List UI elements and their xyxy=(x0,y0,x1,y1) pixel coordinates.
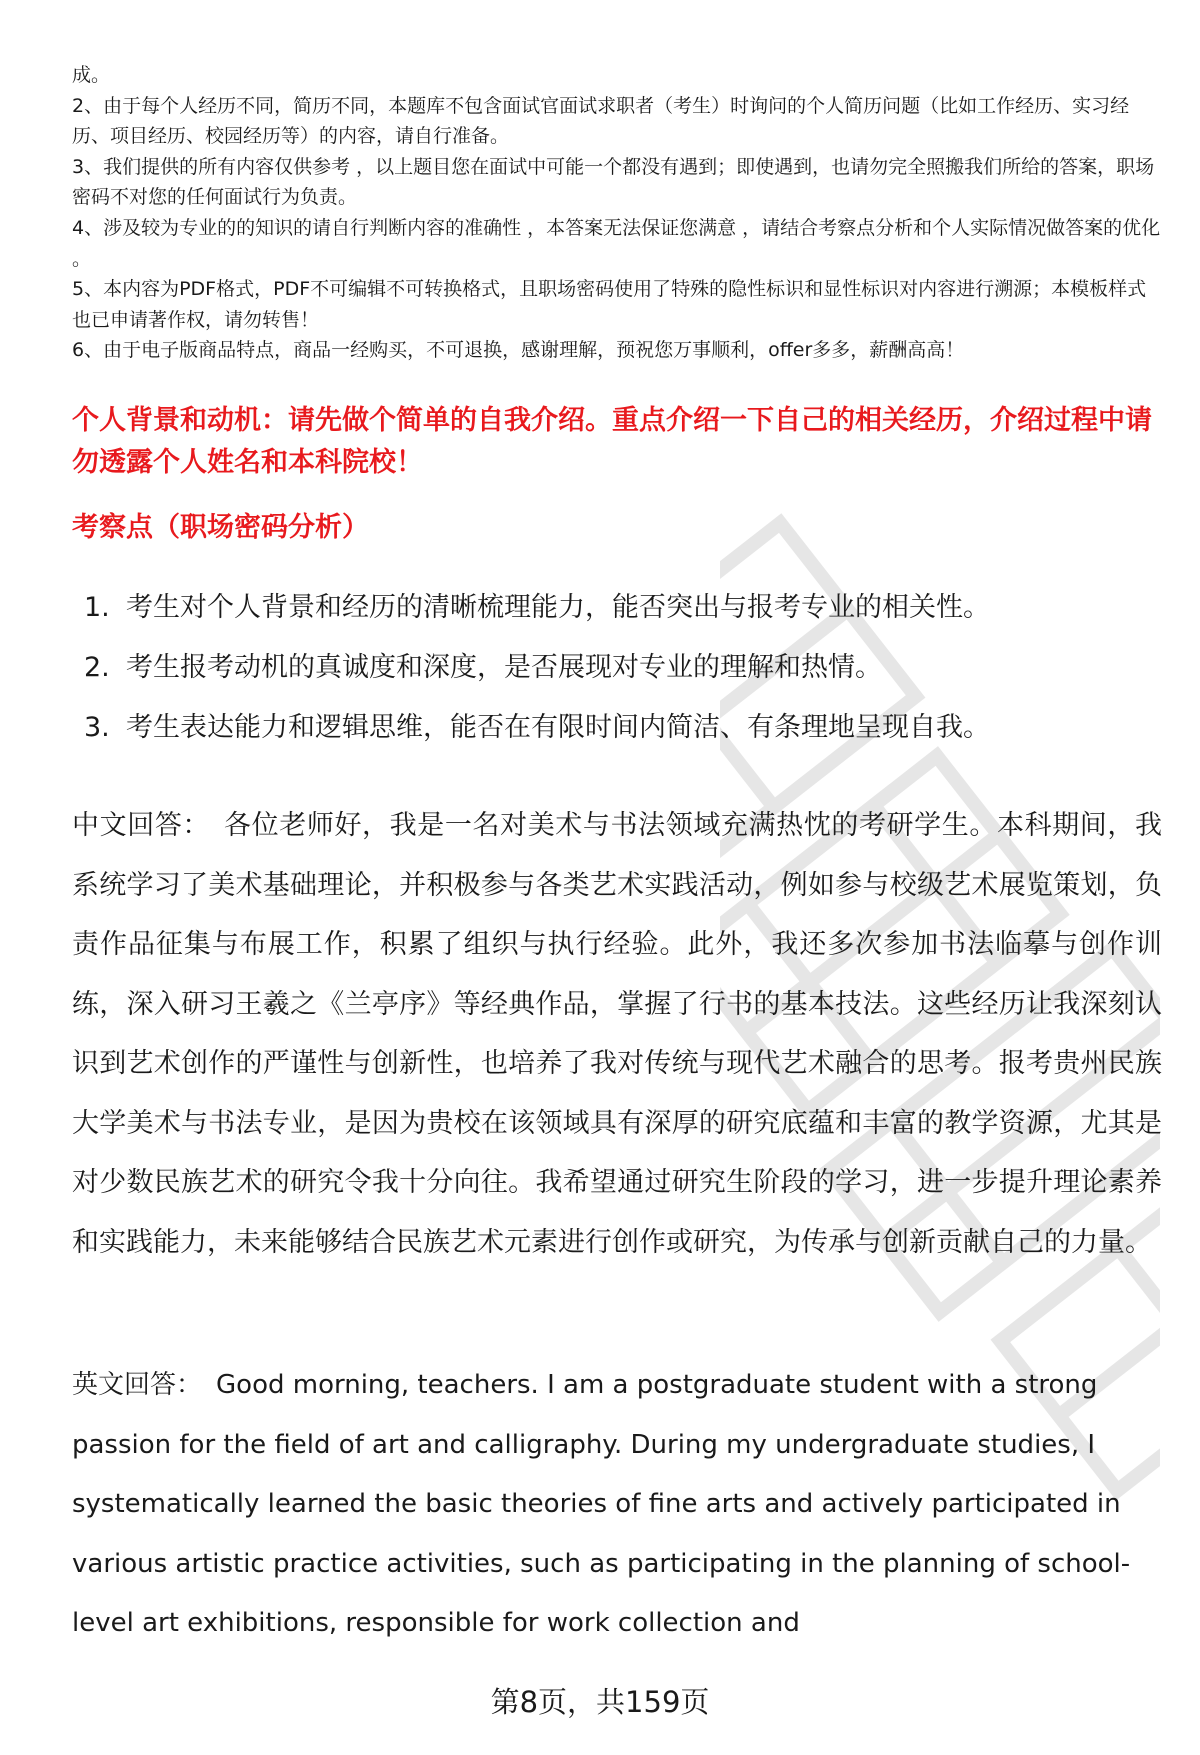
list-item xyxy=(84,588,1164,648)
note-item: 5、本内容为PDF格式，PDF不可编辑不可转换格式，且职场密码使用了特殊的隐性标识和显性标识对内容进行溯源；本模板样式也已申请著作权，请勿转售！ xyxy=(72,278,1147,331)
notes-block xyxy=(72,60,1162,366)
list-item-number: 3. xyxy=(84,712,110,743)
english-answer-label: 英文回答： xyxy=(72,1370,203,1400)
note-item: 3、我们提供的所有内容仅供参考 ，以上题目您在面试中可能一个都没有遇到；即使遇到，也请勿完全照搬我们所给的答案，职场密码不对您的任何面试行为负责。 xyxy=(72,155,1155,209)
list-item-text: 考生报考动机的真诚度和深度，是否展现对专业的理解和热情。 xyxy=(126,652,882,683)
note-item: 成。 xyxy=(72,64,111,86)
list-item-number: 1. xyxy=(84,592,110,623)
list-item-number: 2. xyxy=(84,652,110,683)
chinese-answer-text: 各位老师好，我是一名对美术与书法领域充满热忱的考研学生。本科期间，我系统学习了美术基础理论，并积极参与各类艺术实践活动，例如参与校级艺术展览策划，负责作品征集与布展工作，积累了组织与执行经验。此外，我还多次参加书法临摹与创作训练，深入研习王羲之《兰亭序》等经典作品，掌握了行书的基本技法。这些经历让我深刻认识到艺术创作的严谨性与创新性，也培养了我对传统与现代艺术融合的思考。报考贵州民族大学美术与书法专业，是因为贵校在该领域具有深厚的研究底蕴和丰富的教学资源，尤其是对少数民族艺术的研究令我十分向往。我希望通过研究生阶段的学习，进一步提升理论素养和实践能力，未来能够结合民族艺术元素进行创作或研究，为传承与创新贡献自己的力量。 xyxy=(72,810,1163,1258)
list-item xyxy=(84,708,1164,768)
english-answer xyxy=(72,1356,1162,1654)
list-item-text: 考生表达能力和逻辑思维，能否在有限时间内简洁、有条理地呈现自我。 xyxy=(126,712,990,743)
note-item: 6、由于电子版商品特点，商品一经购买，不可退换，感谢理解，预祝您万事顺利，offer多多，薪酬高高！ xyxy=(72,339,965,362)
analysis-section-title: 考察点（职场密码分析） xyxy=(72,512,369,543)
list-item xyxy=(84,648,1164,708)
chinese-answer xyxy=(72,796,1162,1272)
page-number-footer: 第8页，共159页 xyxy=(490,1685,710,1719)
english-answer-text: Good morning, teachers. I am a postgraduate student with a strong passion for the field of art and calligraphy. During my undergraduate studies, I systematically learned the basic theories of fine arts and actively participated in various artistic practice activities, such as participating in the planning of school-level art exhibitions, responsible for work collection and xyxy=(72,1370,1131,1638)
chinese-answer-label: 中文回答： xyxy=(72,810,211,841)
note-item: 4、涉及较为专业的的知识的请自行判断内容的准确性 ，本答案无法保证您满意 ，请结合考察点分析和个人实际情况做答案的优化 。 xyxy=(72,216,1161,270)
list-item-text: 考生对个人背景和经历的清晰梳理能力，能否突出与报考专业的相关性。 xyxy=(126,592,990,623)
note-item: 2、由于每个人经历不同，简历不同，本题库不包含面试官面试求职者（考生）时询问的个人简历问题（比如工作经历、实习经历、项目经历、校园经历等）的内容，请自行准备。 xyxy=(72,94,1130,148)
analysis-points-list xyxy=(84,588,1164,768)
question-heading: 个人背景和动机：请先做个简单的自我介绍。重点介绍一下自己的相关经历，介绍过程中请勿透露个人姓名和本科院校！ xyxy=(72,405,1152,478)
